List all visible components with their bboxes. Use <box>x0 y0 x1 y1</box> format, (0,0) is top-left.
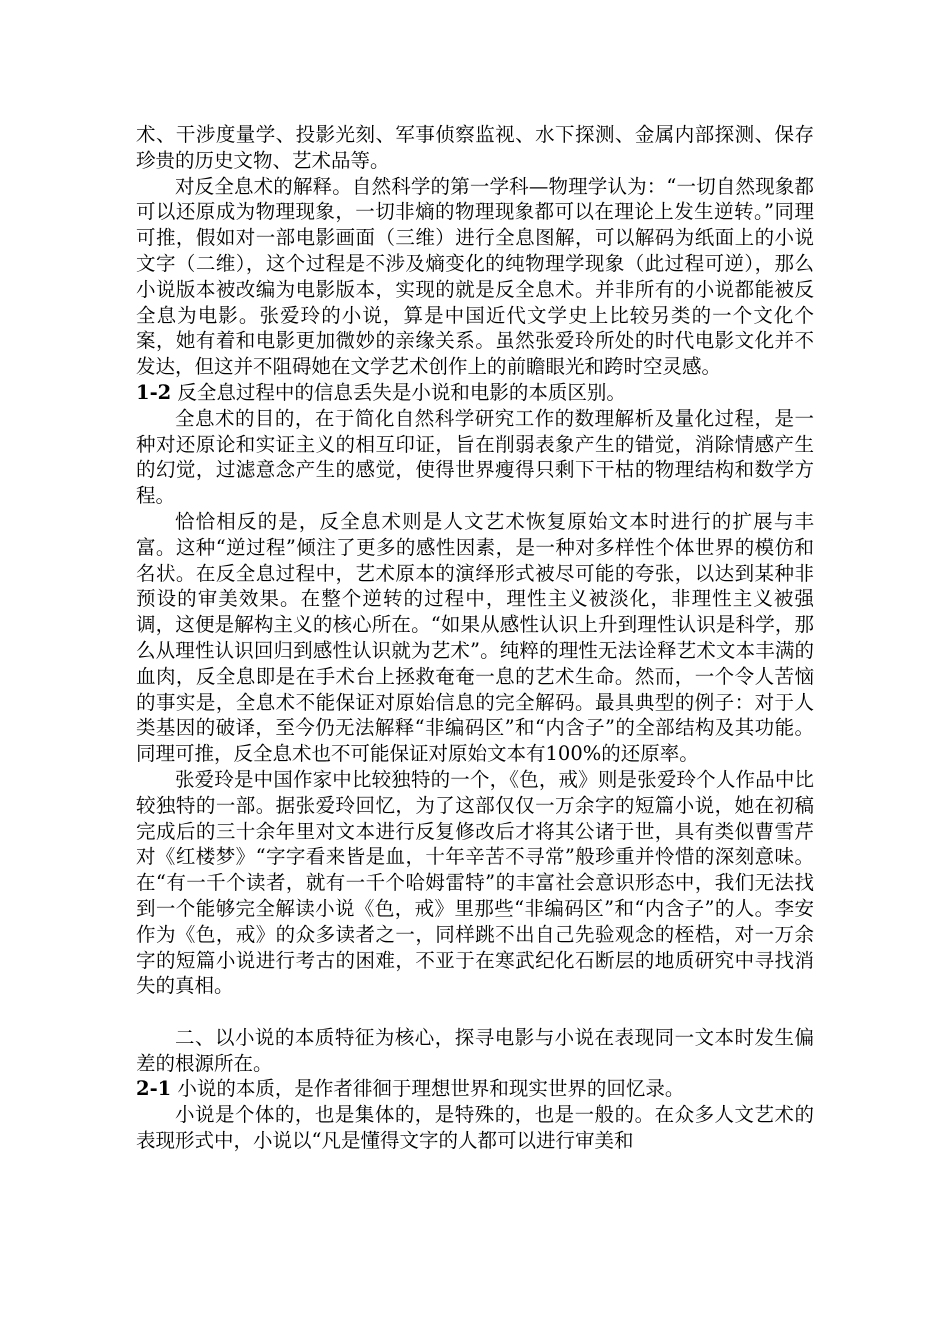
paragraph-reverse-process: 恰恰相反的是，反全息术则是人文艺术恢复原始文本时进行的扩展与丰富。这种“逆过程”倾注了更多的感性因素，是一种对多样性个体世界的模仿和名状。在反全息过程中，艺术原本的演绎形式被尽可能的夸张，以达到某种非预设的审美效果。在整个逆转的过程中，理性主义被淡化，非理性主义被强调，这便是解构主义的核心所在。“如果从感性认识上升到理性认识是科学，那么从理性认识回归到感性认识就为艺术”。纯粹的理性无法诠释艺术文本丰满的血肉，反全息即是在手术台上拯救奄奄一息的艺术生命。然而，一个令人苦恼的事实是，全息术不能保证对原始信息的完全解码。最具典型的例子：对于人类基因的破译，至今仍无法解释“非编码区”和“内含子”的全部结构及其功能。同理可推，反全息术也不可能保证对原始文本有100%的还原率。 <box>136 509 814 766</box>
paragraph-anti-holography-explanation: 对反全息术的解释。自然科学的第一学科—物理学认为：“一切自然现象都可以还原成为物理现象，一切非熵的物理现象都可以在理论上发生逆转。”同理可推，假如对一部电影画面（三维）进行全息图解，可以解码为纸面上的小说文字（二维），这个过程是不涉及熵变化的纯物理学现象（此过程可逆），那么小说版本被改编为电影版本，实现的就是反全息术。并非所有的小说都能被反全息为电影。张爱玲的小说，算是中国近代文学史上比较另类的一个文化个案，她有着和电影更加微妙的亲缘关系。虽然张爱玲所处的时代电影文化并不发达，但这并不阻碍她在文学艺术创作上的前瞻眼光和跨时空灵感。 <box>136 174 814 379</box>
paragraph-novel-nature: 小说是个体的，也是集体的，是特殊的，也是一般的。在众多人文艺术的表现形式中，小说以“凡是懂得文字的人都可以进行审美和 <box>136 1103 814 1153</box>
section-heading-1-2 <box>136 380 814 406</box>
section-number: 2-1 <box>136 1077 172 1101</box>
document-page <box>136 122 814 1154</box>
chapter-heading-two: 二、以小说的本质特征为核心，探寻电影与小说在表现同一文本时发生偏差的根源所在。 <box>136 1025 814 1075</box>
paragraph-eileen-chang: 张爱玲是中国作家中比较独特的一个，《色，戒》则是张爱玲个人作品中比较独特的一部。据张爱玲回忆，为了这部仅仅一万余字的短篇小说，她在初稿完成后的三十余年里对文本进行反复修改后才将其公诸于世，具有类似曹雪芹对《红楼梦》“字字看来皆是血，十年辛苦不寻常”般珍重并怜惜的深刻意味。在“有一千个读者，就有一千个哈姆雷特”的丰富社会意识形态中，我们无法找到一个能够完全解读小说《色，戒》里那些“非编码区”和“内含子”的人。李安作为《色，戒》的众多读者之一，同样跳不出自己先验观念的桎梏，对一万余字的短篇小说进行考古的困难，不亚于在寒武纪化石断层的地质研究中寻找消失的真相。 <box>136 767 814 998</box>
paragraph-continuation: 术、干涉度量学、投影光刻、军事侦察监视、水下探测、金属内部探测、保存珍贵的历史文物、艺术品等。 <box>136 123 814 172</box>
blank-line <box>136 999 814 1025</box>
section-title: 反全息过程中的信息丢失是小说和电影的本质区别。 <box>171 380 626 404</box>
section-heading-2-1 <box>136 1076 814 1102</box>
section-title: 小说的本质，是作者徘徊于理想世界和现实世界的回忆录。 <box>171 1077 685 1101</box>
paragraph-holography-purpose: 全息术的目的，在于简化自然科学研究工作的数理解析及量化过程，是一种对还原论和实证主义的相互印证，旨在削弱表象产生的错觉，消除情感产生的幻觉，过滤意念产生的感觉，使得世界瘦得只剩下干枯的物理结构和数学方程。 <box>136 406 814 508</box>
section-number: 1-2 <box>136 380 172 404</box>
